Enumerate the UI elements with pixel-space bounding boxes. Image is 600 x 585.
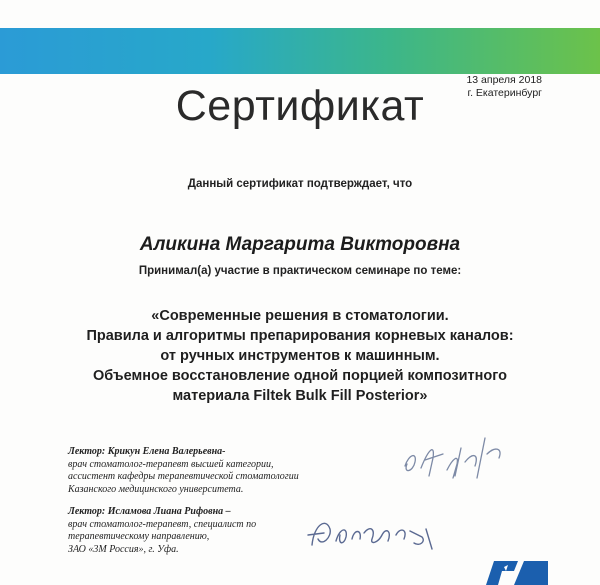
lecturer-block-2 [68, 506, 256, 556]
confirm-text: Данный сертификат подтверждает, что [187, 178, 413, 190]
participation-text: Принимал(а) участие в практическом семинаре по теме: [138, 265, 462, 277]
signature-1 [395, 418, 520, 488]
lecturer-name: Лектор: Исламова Лиана Рифовна – [68, 506, 231, 517]
lecturer-credential: врач стоматолог-терапевт высшей категории, [68, 458, 274, 470]
seminar-topic [0, 306, 600, 406]
lecturer-block-1 [68, 446, 299, 496]
gradient-header-band [0, 28, 600, 74]
recipient-name: Аликина Маргарита Викторовна [139, 234, 461, 255]
lecturer-name: Лектор: Крикун Елена Валерьевна- [68, 446, 226, 457]
certificate-title: Сертификат [175, 82, 425, 130]
topic-line: Объемное восстановление одной порцией композитного [93, 368, 507, 384]
topic-line: «Современные решения в стоматологии. [151, 308, 449, 324]
lecturer-credential: врач стоматолог-терапевт, специалист по [68, 518, 257, 530]
lecturer-credential: ЗАО «3М Россия», г. Уфа. [68, 543, 179, 555]
lecturer-credential: терапевтическому направлению, [68, 531, 210, 542]
lecturer-credential: Казанского медицинского университета. [68, 483, 244, 495]
certificate-date: 13 апреля 2018 [466, 74, 542, 86]
topic-line: от ручных инструментов к машинным. [160, 348, 440, 364]
signature-2 [300, 505, 450, 560]
topic-line: материала Filtek Bulk Fill Posterior» [172, 388, 428, 404]
lecturer-credential: ассистент кафедры терапевтической стоматологии [68, 471, 299, 482]
certificate-city: г. Екатеринбург [467, 87, 542, 99]
topic-line: Правила и алгоритмы препарирования корневых каналов: [86, 328, 514, 344]
company-logo-icon [478, 557, 548, 585]
